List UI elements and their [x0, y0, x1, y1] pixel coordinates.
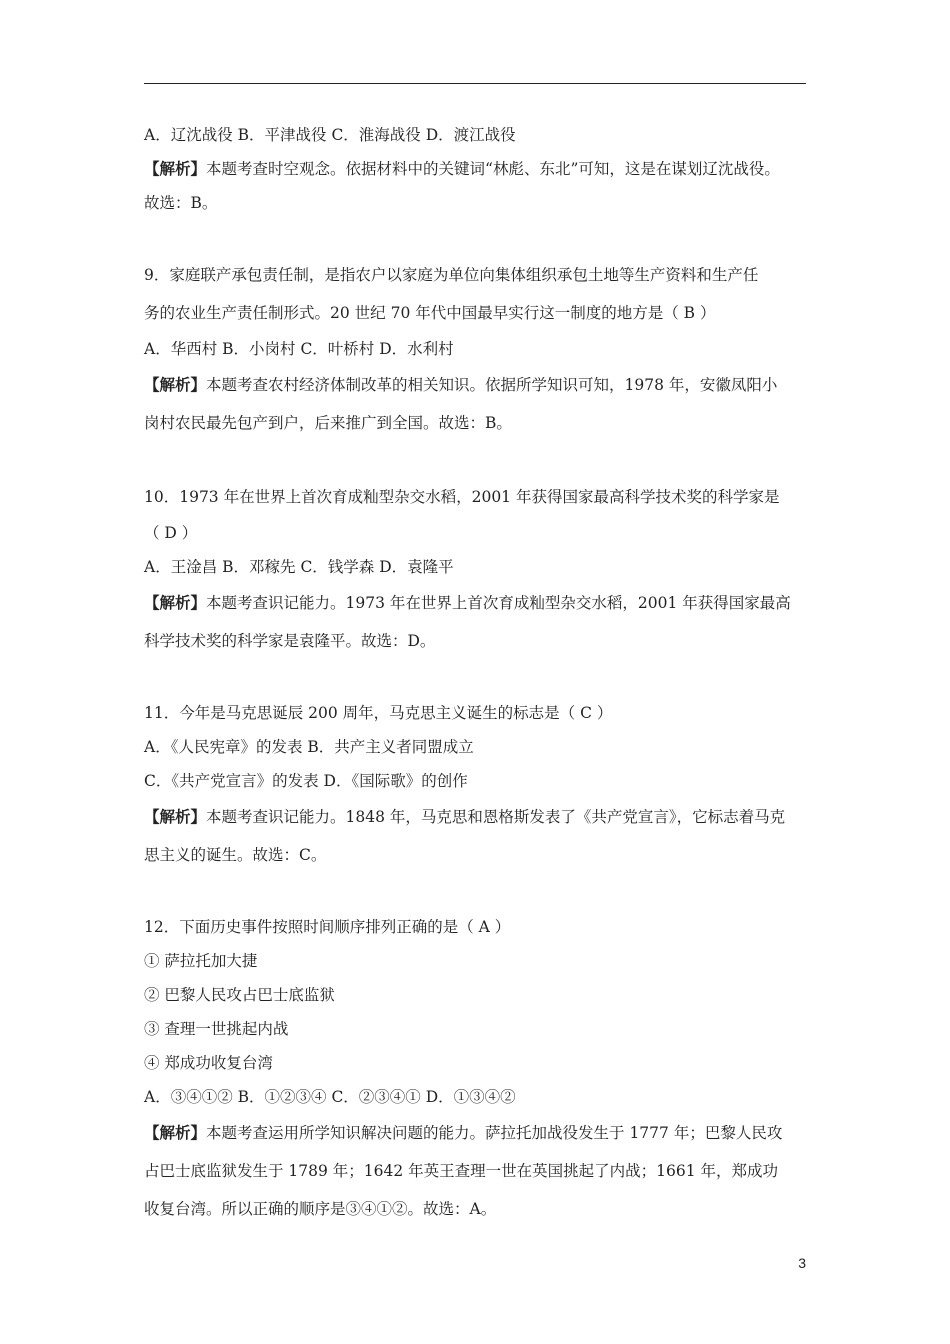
q12-options: A．③④①② B．①②③④ C．②③④① D．①③④② [144, 1088, 516, 1106]
analysis-tag: 【解析】 [144, 159, 207, 178]
q9-options: A．华西村 B．小岗村 C．叶桥村 D．水利村 [144, 340, 454, 358]
q10-options: A．王淦昌 B．邓稼先 C．钱学森 D．袁隆平 [144, 558, 454, 576]
q11-stem: 11．今年是马克思诞辰 200 周年，马克思主义诞生的标志是（ C ） [144, 704, 613, 722]
q8-analysis [144, 152, 814, 186]
q12-analysis-line-2: 占巴士底监狱发生于 1789 年；1642 年英王查理一世在英国挑起了内战；1661 年，郑成功 [144, 1162, 779, 1180]
analysis-text: 本题考查农村经济体制改革的相关知识。依据所学知识可知，1978 年，安徽凤阳小 [206, 376, 778, 394]
q12-analysis-line-1 [144, 1114, 814, 1152]
q8-answer: 故选：B。 [144, 194, 218, 212]
q11-analysis-line-1 [144, 798, 814, 836]
q11-options-line-1: A．《人民宪章》的发表 B．共产主义者同盟成立 [144, 738, 474, 756]
page-number: 3 [798, 1255, 806, 1271]
q12-item-4: ④ 郑成功收复台湾 [144, 1054, 273, 1072]
q10-stem-line-2: （ D ） [144, 524, 198, 542]
analysis-tag: 【解析】 [144, 375, 207, 394]
q9-analysis-line-1 [144, 366, 814, 404]
analysis-text: 本题考查时空观念。依据材料中的关键词“林彪、东北”可知，这是在谋划辽沈战役。 [206, 160, 780, 178]
page-content [144, 118, 814, 1228]
q9-stem-line-2: 务的农业生产责任制形式。20 世纪 70 年代中国最早实行这一制度的地方是（ B ） [144, 304, 716, 322]
q9-stem-line-1: 9．家庭联产承包责任制，是指农户以家庭为单位向集体组织承包土地等生产资料和生产任 [144, 266, 759, 284]
q12-item-3: ③ 查理一世挑起内战 [144, 1020, 289, 1038]
q9-analysis-line-2: 岗村农民最先包产到户，后来推广到全国。故选：B。 [144, 414, 512, 432]
q12-stem: 12．下面历史事件按照时间顺序排列正确的是（ A ） [144, 918, 511, 936]
analysis-text: 本题考查识记能力。1973 年在世界上首次育成籼型杂交水稻，2001 年获得国家最高 [206, 594, 791, 612]
analysis-tag: 【解析】 [144, 807, 207, 826]
q12-item-1: ① 萨拉托加大捷 [144, 952, 258, 970]
q8-options: A．辽沈战役 B．平津战役 C．淮海战役 D．渡江战役 [144, 126, 516, 144]
q10-analysis-line-2: 科学技术奖的科学家是袁隆平。故选：D。 [144, 632, 436, 650]
q12-analysis-line-3: 收复台湾。所以正确的顺序是③④①②。故选：A。 [144, 1200, 497, 1218]
q12-item-2: ② 巴黎人民攻占巴士底监狱 [144, 986, 335, 1004]
q10-stem-line-1: 10．1973 年在世界上首次育成籼型杂交水稻，2001 年获得国家最高科学技术奖的科学家是 [144, 488, 780, 506]
q11-analysis-line-2: 思主义的诞生。故选：C。 [144, 846, 327, 864]
analysis-text: 本题考查识记能力。1848 年，马克思和恩格斯发表了《共产党宣言》，它标志着马克 [206, 808, 786, 826]
analysis-text: 本题考查运用所学知识解决问题的能力。萨拉托加战役发生于 1777 年；巴黎人民攻 [206, 1124, 783, 1142]
header-rule [144, 83, 806, 84]
analysis-tag: 【解析】 [144, 1123, 207, 1142]
q10-analysis-line-1 [144, 584, 814, 622]
analysis-tag: 【解析】 [144, 593, 207, 612]
q11-options-line-2: C．《共产党宣言》的发表 D．《国际歌》的创作 [144, 772, 468, 790]
